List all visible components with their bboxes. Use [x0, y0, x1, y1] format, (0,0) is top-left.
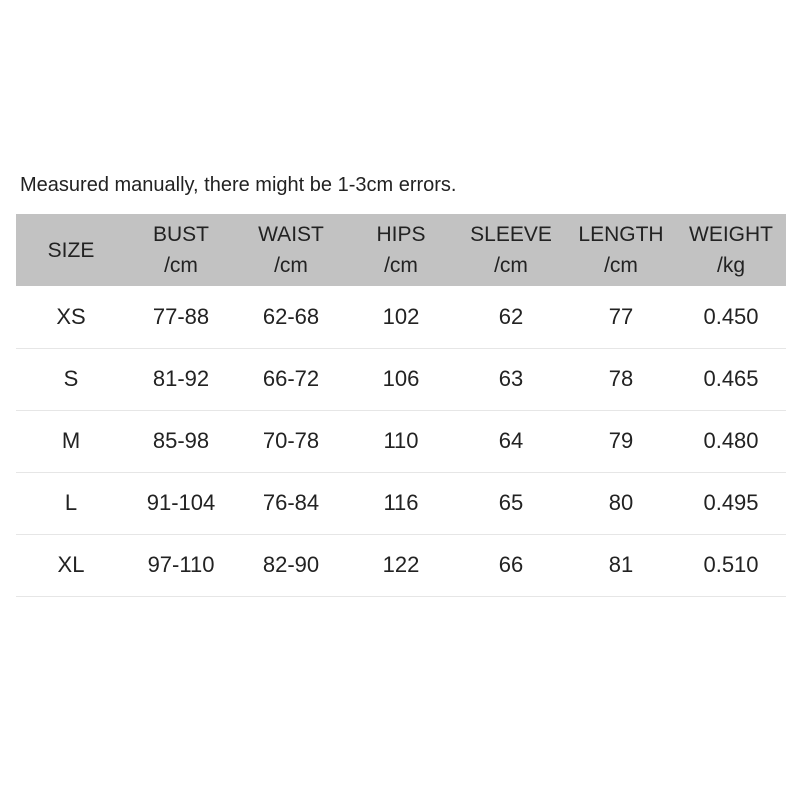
header-label: SIZE	[47, 238, 95, 262]
cell-sleeve: 65	[498, 490, 524, 515]
header-weight	[676, 214, 786, 286]
header-bust	[126, 214, 236, 286]
header-unit: /cm	[274, 254, 308, 277]
cell-weight: 0.465	[703, 366, 759, 391]
header-waist	[236, 214, 346, 286]
header-size	[16, 214, 126, 286]
cell-waist: 76-84	[262, 490, 320, 515]
cell-bust: 91-104	[146, 490, 216, 515]
header-label: LENGTH	[578, 223, 664, 246]
header-length	[566, 214, 676, 286]
table-row	[16, 534, 786, 596]
header-label: WEIGHT	[689, 223, 773, 246]
table-row	[16, 348, 786, 410]
size-chart-table	[16, 214, 786, 597]
cell-sleeve: 64	[498, 428, 524, 453]
cell-bust: 81-92	[152, 366, 210, 391]
cell-waist: 82-90	[262, 552, 320, 577]
measurement-note: Measured manually, there might be 1-3cm errors.	[20, 174, 457, 196]
cell-bust: 85-98	[152, 428, 210, 453]
cell-hips: 110	[383, 428, 419, 453]
header-sleeve	[456, 214, 566, 286]
cell-length: 81	[608, 552, 634, 577]
cell-weight: 0.510	[703, 552, 759, 577]
cell-waist: 70-78	[262, 428, 320, 453]
cell-hips: 122	[382, 552, 420, 577]
cell-size: M	[61, 428, 81, 453]
cell-size: S	[63, 366, 79, 391]
header-label: BUST	[152, 223, 209, 246]
header-label: HIPS	[376, 223, 426, 246]
cell-weight: 0.480	[703, 428, 759, 453]
cell-bust: 77-88	[152, 303, 210, 329]
cell-weight: 0.495	[703, 490, 759, 515]
table-row	[16, 410, 786, 472]
cell-sleeve: 63	[498, 366, 524, 391]
cell-weight: 0.450	[703, 303, 759, 329]
cell-sleeve: 62	[498, 303, 524, 329]
cell-bust: 97-110	[147, 552, 215, 577]
cell-waist: 66-72	[262, 366, 320, 391]
table-header-row	[16, 214, 786, 286]
header-unit: /cm	[604, 254, 638, 277]
table-row	[16, 472, 786, 534]
header-unit: /kg	[716, 254, 745, 277]
header-unit: /cm	[494, 254, 528, 277]
header-unit: /cm	[384, 254, 418, 277]
cell-length: 80	[608, 490, 634, 515]
cell-hips: 102	[382, 303, 420, 329]
header-label: SLEEVE	[470, 223, 552, 246]
table-row	[16, 286, 786, 348]
cell-length: 77	[608, 303, 634, 329]
cell-size: XS	[56, 303, 86, 329]
cell-hips: 116	[383, 490, 419, 515]
cell-size: XL	[57, 552, 85, 577]
cell-hips: 106	[382, 366, 420, 391]
header-hips	[346, 214, 456, 286]
header-label: WAIST	[258, 223, 324, 246]
header-unit: /cm	[164, 254, 198, 277]
cell-waist: 62-68	[262, 303, 320, 329]
cell-length: 79	[608, 428, 634, 453]
cell-sleeve: 66	[498, 552, 524, 577]
cell-size: L	[64, 490, 78, 515]
cell-length: 78	[608, 366, 634, 391]
